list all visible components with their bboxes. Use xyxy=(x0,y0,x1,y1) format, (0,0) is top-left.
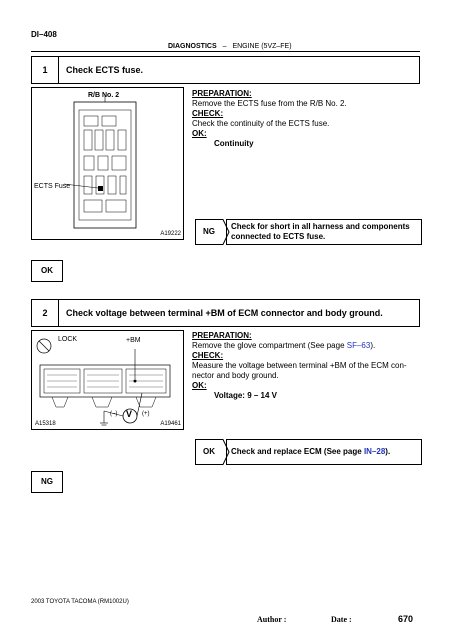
step2-title: Check voltage between terminal +BM of ECM connector and body ground. xyxy=(66,308,383,318)
ok-label-2: OK xyxy=(203,447,215,456)
step1-number: 1 xyxy=(32,57,59,83)
relay-block-drawing xyxy=(32,88,183,239)
header-rule xyxy=(31,51,420,52)
step1-prep-text: Remove the ECTS fuse from the R/B No. 2. xyxy=(192,99,347,108)
step2-prep-label: PREPARATION: xyxy=(192,331,252,340)
ng-tag-2: NG xyxy=(31,471,63,493)
sf63-link[interactable]: SF–63 xyxy=(346,341,371,350)
step2-check-label: CHECK: xyxy=(192,351,224,360)
step2-ok-text: Voltage: 9 – 14 V xyxy=(214,391,277,400)
footer-model: 2003 TOYOTA TACOMA (RM1002U) xyxy=(31,599,129,605)
step2-ok-label: OK: xyxy=(192,381,207,390)
figure2-code-right: A19461 xyxy=(160,421,181,427)
step2-check-text-1: Measure the voltage between terminal +BM of the ECM con- xyxy=(192,361,407,370)
meter-plus-label: (+) xyxy=(142,411,150,417)
step1-instructions xyxy=(192,89,422,149)
step1-title: Check ECTS fuse. xyxy=(66,65,144,75)
figure2-code-left: A15318 xyxy=(35,421,56,427)
ng-result-1 xyxy=(226,219,422,245)
ok-result-2-post: ). xyxy=(385,447,391,456)
footer-page-number: 670 xyxy=(398,614,414,624)
header-dash: – xyxy=(222,43,227,50)
bm-terminal-label: +BM xyxy=(126,337,141,344)
step2-prep-text-pre: Remove the glove compartment (See page xyxy=(192,341,347,350)
footer-author-label: Author : xyxy=(257,615,287,624)
ecm-connector-drawing xyxy=(32,331,183,429)
step2-header xyxy=(31,299,420,327)
in28-link[interactable]: IN–28 xyxy=(363,447,386,456)
step2-prep-text xyxy=(192,341,424,351)
ng-result-1-line2: connected to ECTS fuse. xyxy=(231,232,326,241)
meter-minus-label: (–) xyxy=(110,411,118,417)
figure1-code: A19222 xyxy=(160,231,181,237)
ok-tag-1: OK xyxy=(31,260,63,282)
ok-result-2-pre: Check and replace ECM (See page xyxy=(231,447,364,456)
header-subtitle: ENGINE (5VZ–FE) xyxy=(232,43,292,50)
rb-label: R/B No. 2 xyxy=(88,92,120,99)
step1-ok-text: Continuity xyxy=(214,139,254,148)
footer-date-label: Date : xyxy=(331,615,352,624)
step1-ok-label: OK: xyxy=(192,129,207,138)
step2-instructions xyxy=(192,331,424,401)
step1-check-label: CHECK: xyxy=(192,109,224,118)
step2-number: 2 xyxy=(32,300,59,326)
ects-fuse-label: ECTS Fuse xyxy=(34,183,71,190)
step1-header xyxy=(31,56,420,84)
voltmeter-icon: V xyxy=(126,409,133,419)
lock-label: LOCK xyxy=(58,336,78,343)
step1-check-text: Check the continuity of the ECTS fuse. xyxy=(192,119,330,128)
page-code: DI–408 xyxy=(31,30,57,39)
ng-label-1: NG xyxy=(203,227,215,236)
section-title: DIAGNOSTICS xyxy=(168,43,217,50)
step1-figure xyxy=(31,87,184,240)
step2-prep-text-post: ). xyxy=(370,341,376,350)
ok-result-2 xyxy=(226,439,422,465)
step2-figure xyxy=(31,330,184,430)
step1-prep-label: PREPARATION: xyxy=(192,89,252,98)
ng-result-1-line1: Check for short in all harness and components xyxy=(231,222,410,231)
step2-check-text-2: nector and body ground. xyxy=(192,371,279,380)
